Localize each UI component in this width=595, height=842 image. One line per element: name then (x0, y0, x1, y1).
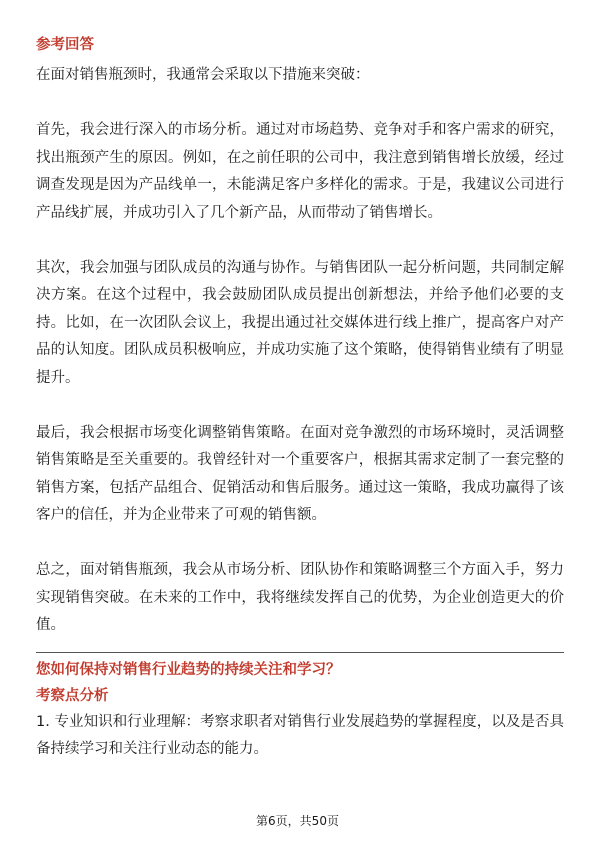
section-divider (36, 652, 564, 653)
intro-paragraph: 在面对销售瓶颈时，我通常会采取以下措施来突破： (36, 67, 370, 83)
paragraph-conclusion: 总之，面对销售瓶颈，我会从市场分析、团队协作和策略调整三个方面入手，努力实现销售突破。在未来的工作中，我将继续发挥自己的优势，为企业创造更大的价值。 (36, 562, 564, 633)
paragraph-first: 首先，我会进行深入的市场分析。通过对市场趋势、竞争对手和客户需求的研究，找出瓶颈产生的原因。例如，在之前任职的公司中，我注意到销售增长放缓，经过调查发现是因为产品线单一，未能满足客户多样化的需求。于是，我建议公司进行产品线扩展，并成功引入了几个新产品，从而带动了销售增长。 (36, 122, 564, 221)
paragraph-third: 最后，我会根据市场变化调整销售策略。在面对竞争激烈的市场环境时，灵活调整销售策略是至关重要的。我曾经针对一个重要客户，根据其需求定制了一套完整的销售方案，包括产品组合、促销活动和售后服务。通过这一策略，我成功赢得了该客户的信任，并为企业带来了可观的销售额。 (36, 424, 564, 523)
paragraph-spacer (36, 530, 564, 558)
paragraph-second: 其次，我会加强与团队成员的沟通与协作。与销售团队一起分析问题，共同制定解决方案。在这个过程中，我会鼓励团队成员提出创新想法，并给予他们必要的支持。比如，在一次团队会议上，我提出通过社交媒体进行线上推广，提高客户对产品的认知度。团队成员积极响应，并成功实施了这个策略，使得销售业绩有了明显提升。 (36, 259, 564, 386)
paragraph-spacer (36, 227, 564, 255)
paragraph-spacer (36, 392, 564, 420)
next-question-heading: 您如何保持对销售行业趋势的持续关注和学习？ (36, 661, 341, 678)
document-body (36, 34, 564, 764)
answer-heading: 参考回答 (36, 37, 94, 53)
page-footer: 第6页，共50页 (256, 814, 339, 828)
analysis-heading: 考察点分析 (36, 687, 109, 704)
analysis-item-1: 1. 专业知识和行业理解：考察求职者对销售行业发展趋势的掌握程度，以及是否具备持续学习和关注行业动态的能力。 (36, 713, 564, 757)
paragraph-spacer (36, 90, 564, 118)
